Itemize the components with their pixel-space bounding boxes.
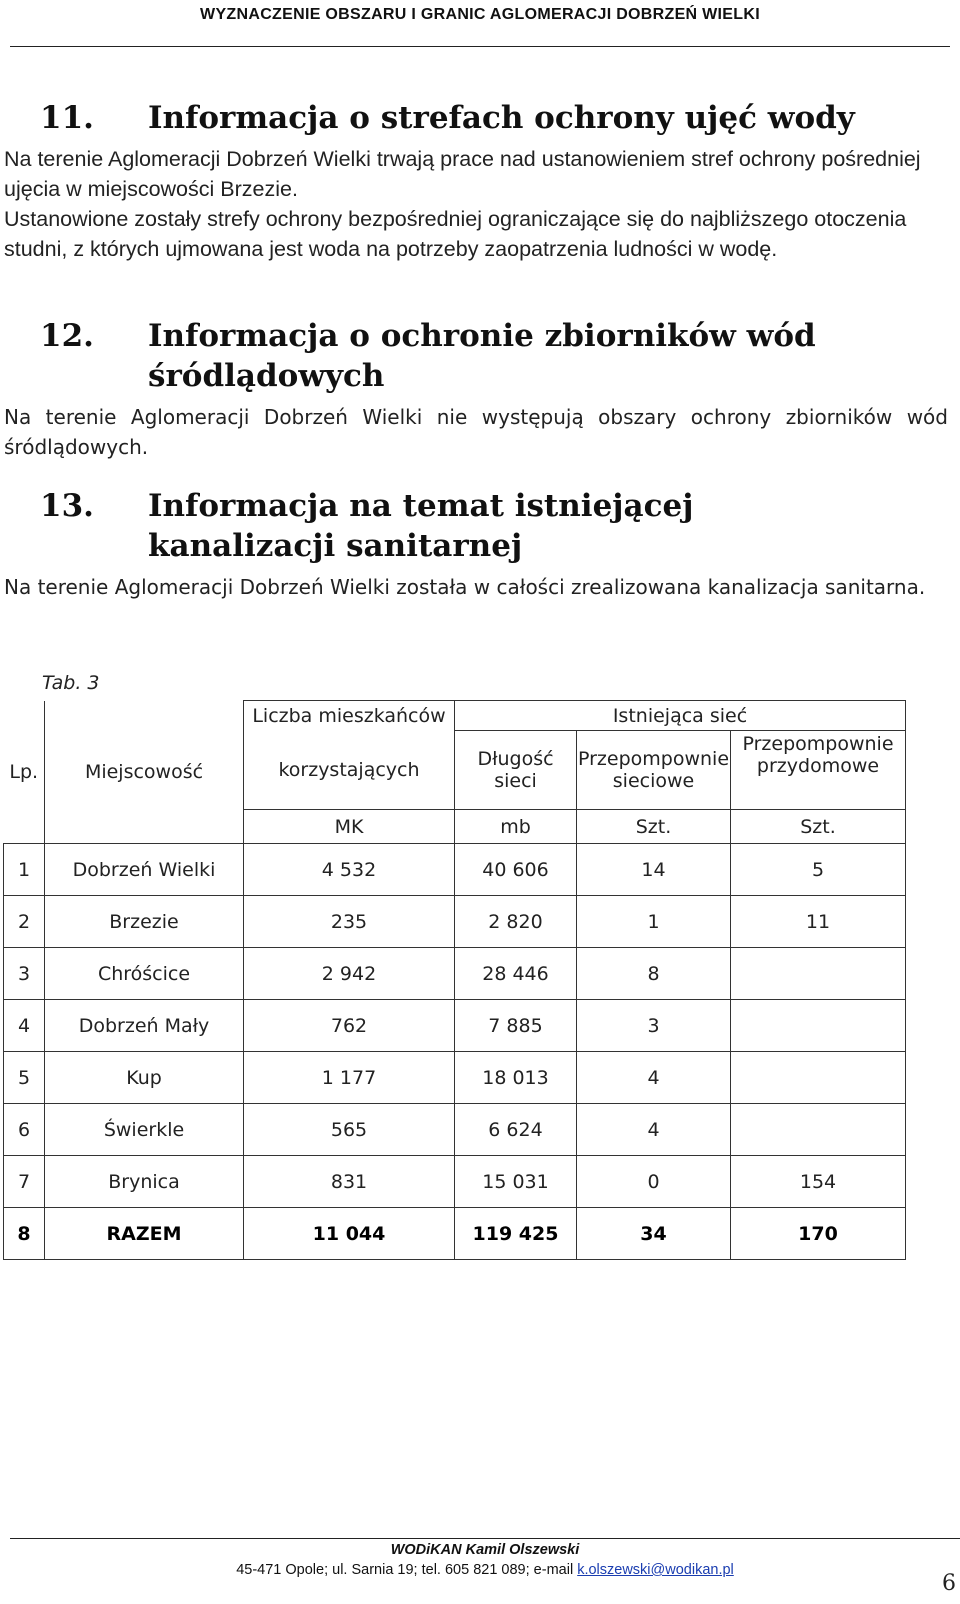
- cell-przydomowe: 170: [731, 1208, 906, 1260]
- table-row: [4, 948, 906, 1000]
- footer-email-link[interactable]: k.olszewski@wodikan.pl: [577, 1562, 734, 1578]
- table-row: [4, 1156, 906, 1208]
- table-caption: Tab. 3: [42, 672, 100, 694]
- cell-przydomowe: [731, 1104, 906, 1156]
- cell-lp: 7: [4, 1156, 45, 1208]
- cell-mb: 6 624: [455, 1104, 577, 1156]
- unit-mk: MK: [244, 810, 455, 844]
- cell-miejscowosc: Brzezie: [45, 896, 244, 948]
- cell-sieciowe: 3: [577, 1000, 731, 1052]
- cell-przydomowe: 5: [731, 844, 906, 896]
- cell-przydomowe: [731, 948, 906, 1000]
- section-12-paragraph: Na terenie Aglomeracji Dobrzeń Wielki nie występują obszary ochrony zbiorników wód śródlądowych.: [4, 405, 948, 459]
- table-row: [4, 844, 906, 896]
- table-row: [4, 1052, 906, 1104]
- cell-lp: 2: [4, 896, 45, 948]
- cell-lp: 6: [4, 1104, 45, 1156]
- header-dlugosc: Długość sieci: [455, 731, 577, 810]
- header-przepompownie-przydomowe: Przepompownie przydomowe: [731, 731, 906, 810]
- header-liczba-top: Liczba mieszkańców: [244, 701, 455, 731]
- cell-miejscowosc: Chróścice: [45, 948, 244, 1000]
- footer-address: [10, 1562, 960, 1578]
- page-number: 6: [942, 1571, 956, 1596]
- table-row: [4, 896, 906, 948]
- cell-miejscowosc: Brynica: [45, 1156, 244, 1208]
- cell-miejscowosc: Dobrzeń Wielki: [45, 844, 244, 896]
- cell-sieciowe: 34: [577, 1208, 731, 1260]
- cell-sieciowe: 1: [577, 896, 731, 948]
- cell-mb: 15 031: [455, 1156, 577, 1208]
- cell-mb: 119 425: [455, 1208, 577, 1260]
- section-11-paragraph-1: Na terenie Aglomeracji Dobrzeń Wielki trwają prace nad ustanowieniem stref ochrony pośredniej ujęcia w miejscowości Brzezie.: [4, 147, 921, 201]
- cell-mk: 11 044: [244, 1208, 455, 1260]
- cell-lp: 8: [4, 1208, 45, 1260]
- cell-mk: 762: [244, 1000, 455, 1052]
- section-13-paragraph: Na terenie Aglomeracji Dobrzeń Wielki została w całości zrealizowana kanalizacja sanitarna.: [4, 575, 926, 599]
- cell-sieciowe: 4: [577, 1104, 731, 1156]
- header-przepompownie-sieciowe: Przepompownie sieciowe: [577, 731, 731, 810]
- cell-przydomowe: [731, 1000, 906, 1052]
- section-number: 13.: [40, 488, 94, 524]
- section-title: Informacja na temat istniejącej kanalizacji sanitarnej: [148, 488, 694, 564]
- unit-mb: mb: [455, 810, 577, 844]
- section-title: Informacja o strefach ochrony ujęć wody: [148, 100, 855, 136]
- cell-miejscowosc: Dobrzeń Mały: [45, 1000, 244, 1052]
- sewer-network-table: [3, 700, 906, 1260]
- unit-szt: Szt.: [577, 810, 731, 844]
- cell-lp: 4: [4, 1000, 45, 1052]
- header-miejscowosc: Miejscowość: [45, 701, 244, 844]
- cell-mb: 28 446: [455, 948, 577, 1000]
- cell-mk: 1 177: [244, 1052, 455, 1104]
- cell-sieciowe: 14: [577, 844, 731, 896]
- table-total-row: [4, 1208, 906, 1260]
- header-lp: Lp.: [4, 701, 45, 844]
- cell-lp: 5: [4, 1052, 45, 1104]
- cell-miejscowosc: Świerkle: [45, 1104, 244, 1156]
- cell-miejscowosc: Kup: [45, 1052, 244, 1104]
- cell-mk: 831: [244, 1156, 455, 1208]
- cell-sieciowe: 0: [577, 1156, 731, 1208]
- cell-przydomowe: [731, 1052, 906, 1104]
- cell-mk: 2 942: [244, 948, 455, 1000]
- cell-mk: 4 532: [244, 844, 455, 896]
- page-footer: [10, 1538, 960, 1578]
- section-title: Informacja o ochronie zbiorników wód śródlądowych: [148, 318, 816, 394]
- cell-sieciowe: 8: [577, 948, 731, 1000]
- header-istniejaca-siec: Istniejąca sieć: [455, 701, 906, 731]
- cell-mk: 235: [244, 896, 455, 948]
- cell-mb: 7 885: [455, 1000, 577, 1052]
- section-number: 11.: [40, 100, 94, 136]
- section-11-paragraph-2: Ustanowione zostały strefy ochrony bezpośredniej ograniczające się do najbliższego otoczenia studni, z których ujmowana jest woda na potrzeby zaopatrzenia ludności w wodę.: [4, 207, 907, 261]
- cell-miejscowosc: RAZEM: [45, 1208, 244, 1260]
- table-row: [4, 1104, 906, 1156]
- cell-lp: 3: [4, 948, 45, 1000]
- cell-mb: 40 606: [455, 844, 577, 896]
- cell-mb: 18 013: [455, 1052, 577, 1104]
- page-header: [10, 4, 950, 47]
- section-number: 12.: [40, 318, 94, 354]
- cell-mb: 2 820: [455, 896, 577, 948]
- cell-lp: 1: [4, 844, 45, 896]
- unit-szt: Szt.: [731, 810, 906, 844]
- cell-sieciowe: 4: [577, 1052, 731, 1104]
- footer-address-text: 45-471 Opole; ul. Sarnia 19; tel. 605 821 089; e-mail: [236, 1562, 578, 1578]
- table-row: [4, 1000, 906, 1052]
- section-12-heading: [40, 316, 940, 396]
- section-13-heading: [40, 486, 940, 566]
- header-liczba-bottom: korzystających: [244, 731, 455, 810]
- cell-mk: 565: [244, 1104, 455, 1156]
- footer-company: WODiKAN Kamil Olszewski: [390, 1542, 580, 1558]
- section-11-heading: [40, 98, 940, 138]
- document-title: WYZNACZENIE OBSZARU I GRANIC AGLOMERACJI DOBRZEŃ WIELKI: [200, 6, 760, 23]
- cell-przydomowe: 11: [731, 896, 906, 948]
- cell-przydomowe: 154: [731, 1156, 906, 1208]
